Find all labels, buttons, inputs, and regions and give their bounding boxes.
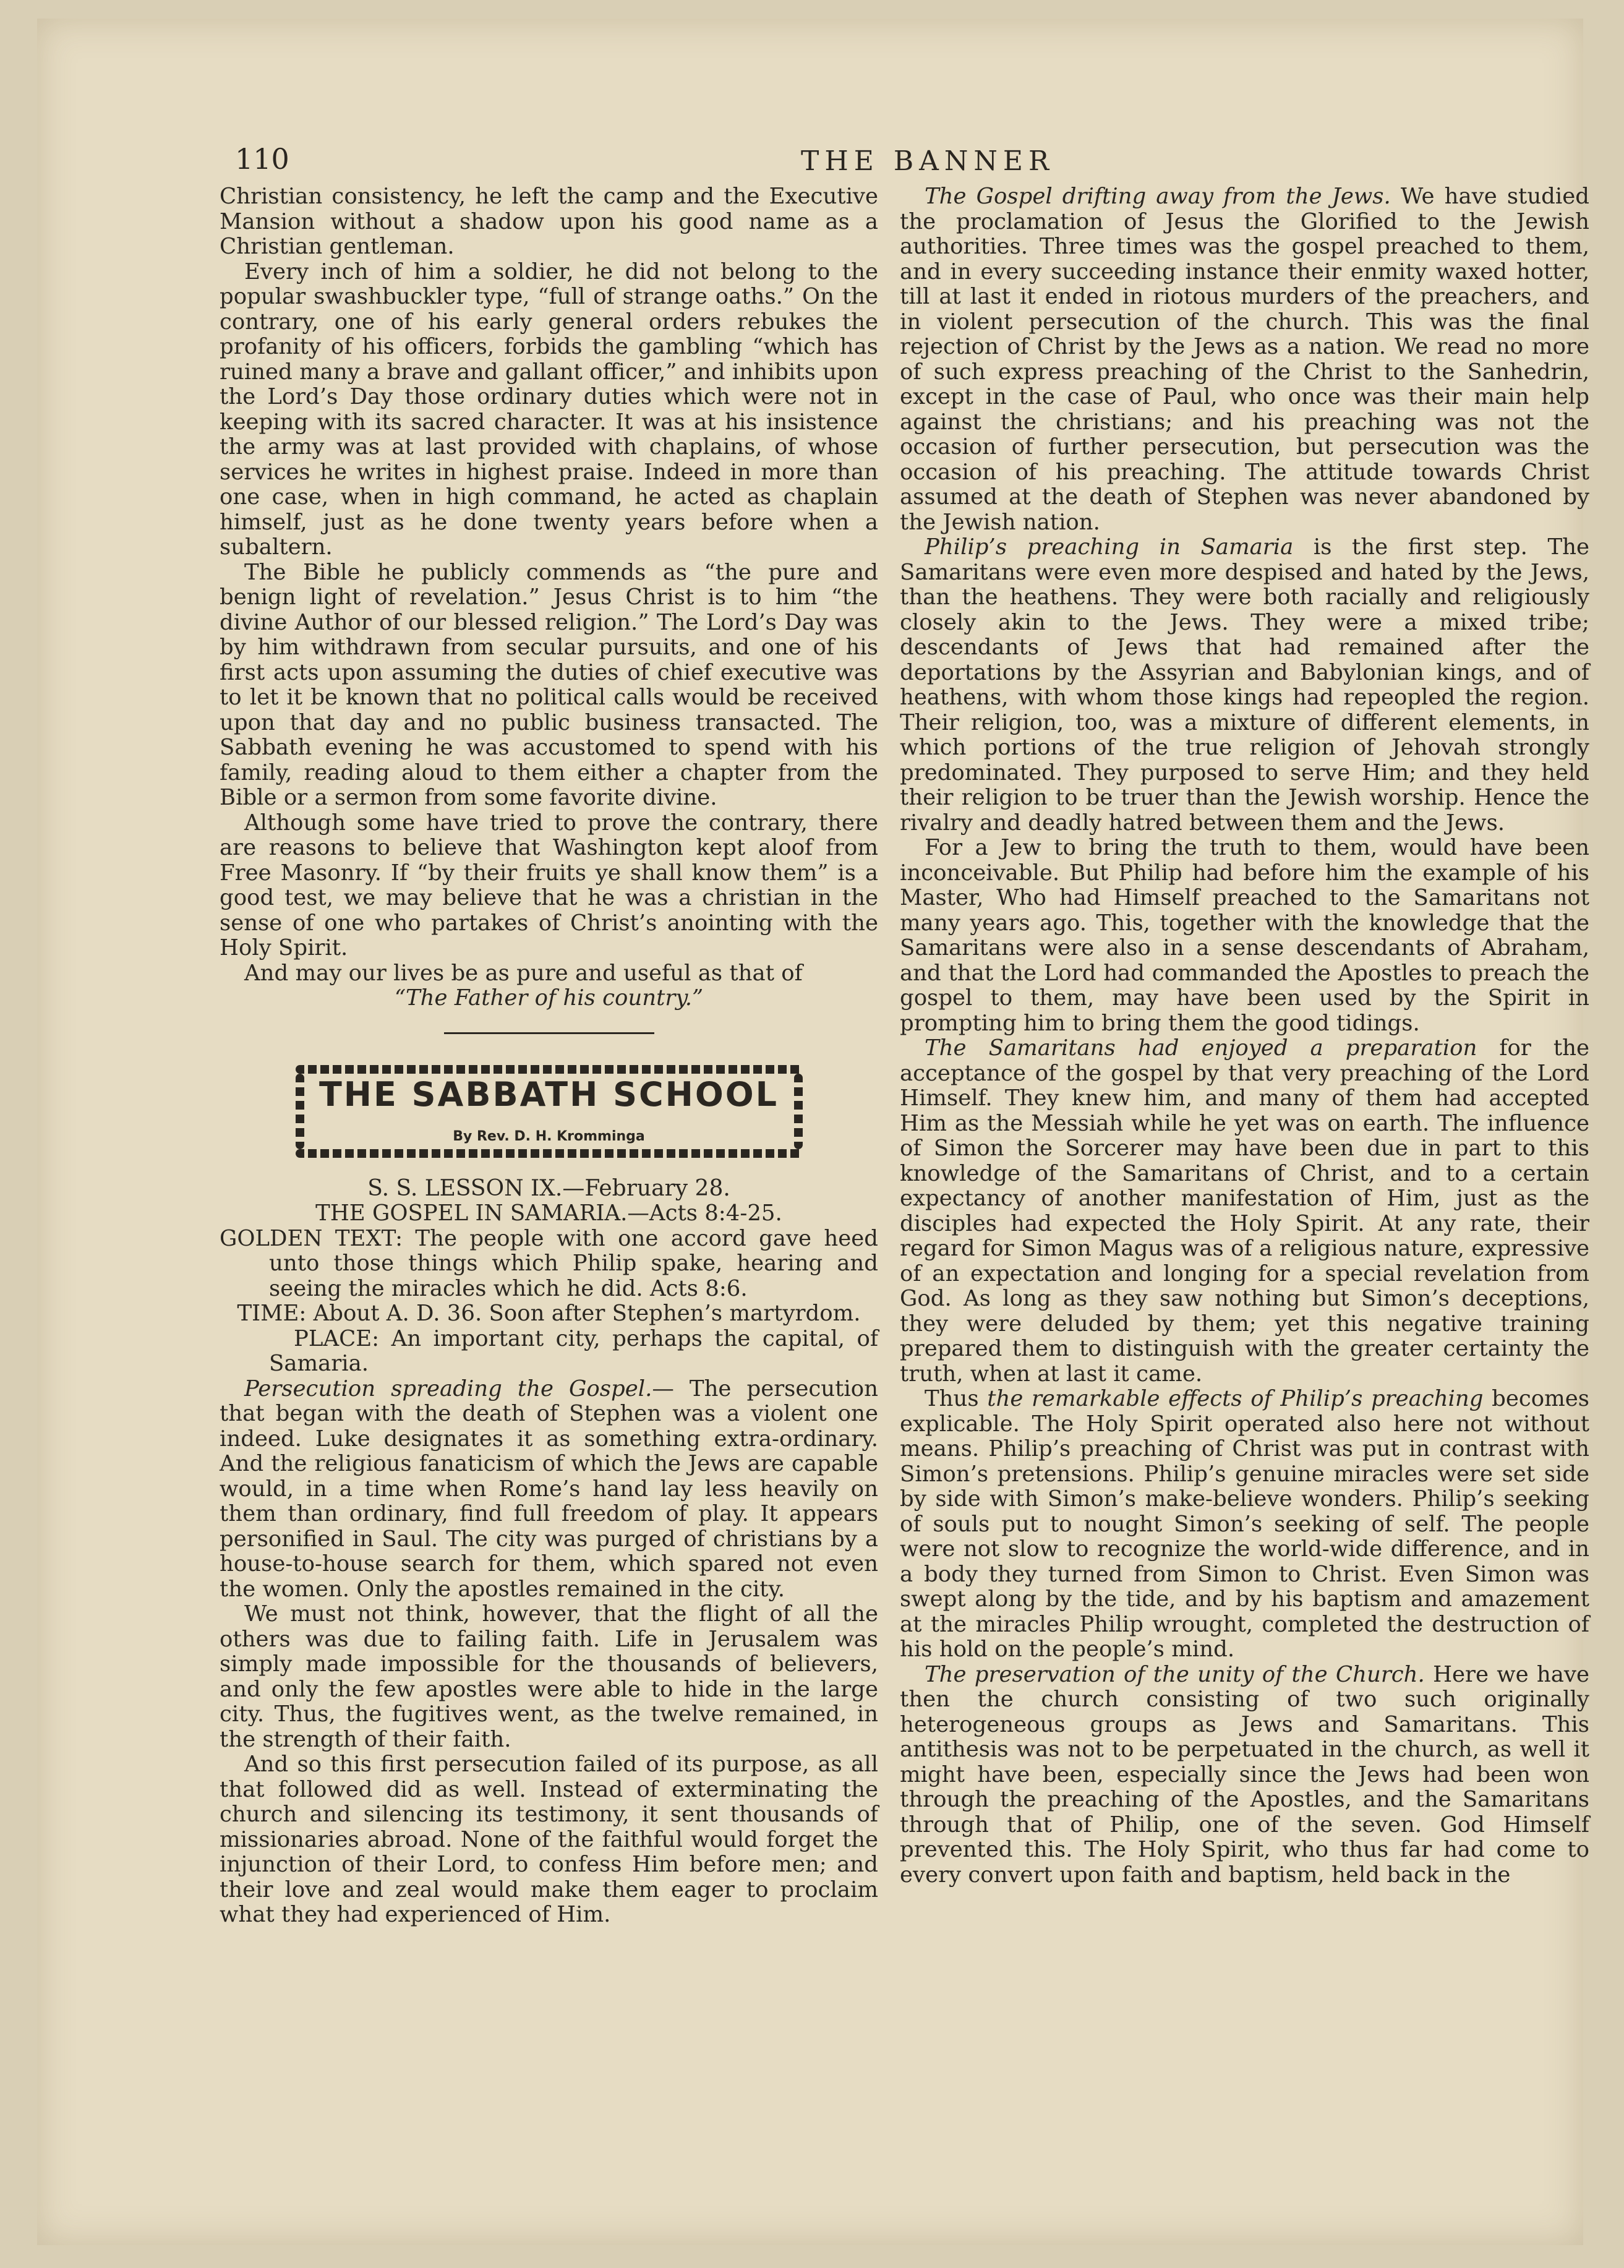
page-number: 110 <box>235 142 289 176</box>
lesson-title: THE GOSPEL IN SAMARIA.—Acts 8:4-25. <box>315 1200 782 1226</box>
section-paragraph <box>900 184 1589 535</box>
lesson-line: S. S. LESSON IX.—February 28. <box>367 1175 730 1201</box>
section-text: Here we have then the church consisting of two such originally heterogeneous groups as Jews and Samaritans. This antithesis was not to be perpetuated in the church, as well it might have been, especially since the Jews had been won through the preaching of the Apostles, and the Samaritans through that of Philip, one of the seven. God Himself prevented this. The Holy Spirit, who thus far had come to every convert upon faith and baptism, held back in the <box>900 1661 1589 1888</box>
golden-text: GOLDEN TEXT: The people with one accord gave heed unto those things which Philip spake, hearing and seeing the miracles which he did. Acts 8:6. <box>220 1225 878 1301</box>
persecution-paragraph <box>220 1377 878 1603</box>
section-text: for the acceptance of the gospel by that very preaching of the Lord Himself. They knew him, and many of them had accepted Him as the Messiah while he yet was on earth. The influence of Simon the Sorcerer may have been due in part to this knowledge of the Samaritans of Christ, and to a certain expectancy of another manifestation of Him, just as the disciples had expected the Holy Spirit. At any rate, their regard for Simon Magus was of a religious nature, expressive of an expectation and longing for a special revelation from God. As long as they saw nothing but Simon’s deceptions, they were deluded by them; yet this negative training prepared them to distinguish with the greater certainty the truth, when at last it came. <box>900 1035 1589 1387</box>
section-paragraph <box>900 1662 1589 1888</box>
section-paragraph <box>900 535 1589 836</box>
divider <box>444 1032 654 1034</box>
time-line: TIME: About A. D. 36. Soon after Stephen’s martyrdom. <box>237 1301 861 1326</box>
chain-border-icon <box>296 1149 803 1158</box>
section-heading: the remarkable effects of Philip’s preaching <box>987 1386 1484 1411</box>
section-heading: Persecution spreading the Gospel. <box>244 1376 652 1401</box>
place-line: PLACE: An important city, perhaps the capital, of Samaria. <box>269 1325 878 1376</box>
paragraph: Although some have tried to prove the contrary, there are reasons to believe that Washington kept aloof from Free Masonry. If “by their fruits ye shall know them” is a good test, we may believe that he was a christian in the sense of one who partakes of Christ’s anointing with the Holy Spirit. <box>220 810 878 961</box>
closing-quote: “The Father of his country.” <box>394 985 704 1011</box>
sabbath-school-byline: By Rev. D. H. Kromminga <box>453 1128 645 1144</box>
chain-border-icon <box>296 1065 803 1074</box>
paragraph: We must not think, however, that the flight of all the others was due to failing faith. Life in Jerusalem was simply made impossible for the thousands of believers, and only the few apostles were able to hide in the large city. Thus, the fugitives went, as the twelve remained, in the strength of their faith. <box>220 1601 878 1752</box>
section-text: is the first step. The Samaritans were even more despised and hated by the Jews, than the heathens. They were both racially and religiously closely akin to the Jews. They were a mixed tribe; descendants of Jews that had remained after the deportations by the Assyrian and Babylonian kings, and of heathens, with whom those kings had repeopled the region. Their religion, too, was a mixture of different elements, in which portions of the true religion of Jehovah strongly predominated. They purposed to serve Him; and they held their religion to be truer than the Jewish worship. Hence the rivalry and deadly hatred between them and the Jews. <box>900 534 1589 836</box>
section-heading: The Samaritans had enjoyed a preparation <box>925 1035 1477 1061</box>
paragraph: And may our lives be as pure and useful as that of <box>244 960 803 986</box>
right-column <box>900 184 1589 1888</box>
newspaper-page <box>37 19 1589 2245</box>
section-heading: The Gospel drifting away from the Jews. <box>925 184 1391 209</box>
section-paragraph <box>900 1387 1589 1662</box>
sabbath-school-title: THE SABBATH SCHOOL <box>318 1074 779 1114</box>
paragraph: Every inch of him a soldier, he did not belong to the popular swashbuckler type, “full of strange oaths.” On the contrary, one of his early general orders rebukes the profanity of his officers, forbids the gambling “which has ruined many a brave and gallant officer,” and inhibits upon the Lord’s Day those ordinary duties which were not in keeping with its sacred character. It was at his insistence the army was at last provided with chaplains, of whose services he writes in highest praise. Indeed in more than one case, when in high command, he acted as chaplain himself, just as he done twenty years before when a subaltern. <box>220 259 878 560</box>
section-text: For a Jew to bring the truth to them, would have been inconceivable. But Philip had before him the example of his Master, Who had Himself preached to the Samaritans not many years ago. This, together with the knowledge that the Samaritans were also in a sense descendants of Abraham, and that the Lord had commanded the Apostles to preach the gospel to them, may have been used by the Spirit in prompting him to bring them the good tidings. <box>900 835 1589 1036</box>
section-paragraph <box>900 836 1589 1036</box>
section-text: becomes explicable. The Holy Spirit operated also here not without means. Philip’s preaching of Christ was put in contrast with Simon’s pretensions. Philip’s genuine miracles were set side by side with Simon’s make-believe wonders. Philip’s seeking of souls put to nought Simon’s seeking of self. The people were not slow to recognize the world-wide difference, and in a body they turned from Simon to Christ. Even Simon was swept along by the tide, and by his baptism and amazement at the miracles Philip wrought, completed the destruction of his hold on the people’s mind. <box>900 1386 1589 1662</box>
section-paragraph <box>900 1036 1589 1387</box>
running-head: THE BANNER <box>801 145 1055 177</box>
section-text: — The persecution that began with the death of Stephen was a violent one indeed. Luke designates it as something extra-ordinary. And the religious fanaticism of which the Jews are capable would, in a time when Rome’s hand lay less heavily on them than ordinary, find full freedom of play. It appears personified in Saul. The city was purged of christians by a house-to-house search for them, which spared not even the women. Only the apostles remained in the city. <box>220 1376 878 1602</box>
section-heading: Philip’s preaching in Samaria <box>925 534 1294 560</box>
paragraph: The Bible he publicly commends as “the pure and benign light of revelation.” Jesus Christ is to him “the divine Author of our blessed religion.” The Lord’s Day was by him withdrawn from secular pursuits, and one of his first acts upon assuming the duties of chief executive was to let it be known that no political calls would be received upon that day and no public business transacted. The Sabbath evening he was accustomed to spend with his family, reading aloud to them either a chapter from the Bible or a sermon from some favorite divine. <box>220 559 878 810</box>
paragraph: And so this first persecution failed of its purpose, as all that followed did as well. Instead of exterminating the church and silencing its testimony, it sent thousands of missionaries abroad. None of the faithful would forget the injunction of their Lord, to confess Him before men; and their love and zeal would make them eager to proclaim what they had experienced of Him. <box>220 1752 878 1927</box>
closing-quote-line <box>220 986 878 1011</box>
paragraph: Christian consistency, he left the camp and the Executive Mansion without a shadow upon his good name as a Christian gentleman. <box>220 184 878 259</box>
section-heading: The preservation of the unity of the Church. <box>925 1661 1425 1687</box>
section-text: We have studied the proclamation of Jesus the Glorified to the Jewish authorities. Three times was the gospel preached to them, and in every succeeding instance their enmity waxed hotter, till at last it ended in riotous murders of the preachers, and in violent persecution of the church. This was the final rejection of Christ by the Jews as a nation. We read no more of such express preaching of the Christ to the Sanhedrin, except in the case of Paul, who once was their main help against the christians; and his preaching was not the occasion of further persecution, but persecution was the occasion of his preaching. The attitude towards Christ assumed at the death of Stephen was never abandoned by the Jewish nation. <box>900 184 1589 535</box>
sabbath-school-banner <box>289 1059 809 1164</box>
section-lead: Thus <box>925 1386 988 1411</box>
left-column <box>220 184 878 1928</box>
